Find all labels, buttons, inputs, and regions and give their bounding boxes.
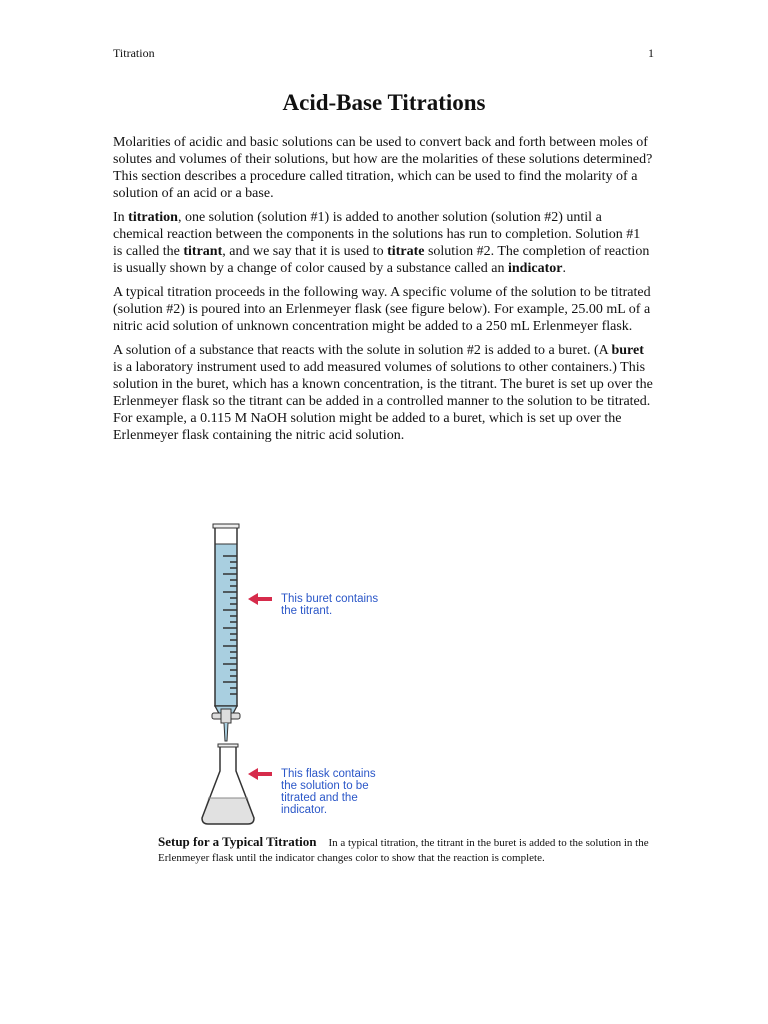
page-number: 1 bbox=[648, 46, 654, 60]
flask-arrow-icon bbox=[248, 768, 272, 780]
callout-line: indicator. bbox=[281, 804, 328, 816]
term-titrate: titrate bbox=[387, 244, 425, 259]
flask-callout bbox=[281, 768, 376, 816]
callout-arrows bbox=[248, 593, 272, 780]
buret-arrow-icon bbox=[248, 593, 272, 605]
paragraph-4 bbox=[113, 342, 653, 444]
paragraph-1: Molarities of acidic and basic solutions can be used to convert back and forth between moles of solutes and volumes of their solutions, but how are the molarities of these solutions determined? This section describes a procedure called titration, which can be used to find the molarity of a solution of an acid or a base. bbox=[113, 135, 653, 201]
buret-tip bbox=[224, 723, 228, 741]
figure-caption bbox=[158, 834, 658, 866]
text-run: is a laboratory instrument used to add measured volumes of solutions to other containers.) This solution in the buret, which has a known concentration, is the titrant. The buret is set up over the Erlenmeyer flask so the titrant can be added in a controlled manner to the solution to be titrated. For example, a 0.115 M NaOH solution might be added to a buret, which is set up over the Erlenmeyer flask containing the nitric acid solution. bbox=[113, 360, 653, 443]
body-text bbox=[113, 134, 653, 451]
term-indicator: indicator bbox=[508, 261, 563, 276]
callout-line: the titrant. bbox=[281, 605, 333, 617]
text-run: , and we say that it is used to bbox=[222, 244, 388, 259]
callout-line: titrated and the bbox=[281, 792, 358, 804]
callout-line: the solution to be bbox=[281, 780, 369, 792]
erlenmeyer-flask bbox=[202, 744, 254, 824]
titration-figure bbox=[190, 516, 410, 826]
paragraph-2 bbox=[113, 209, 653, 277]
text-run: In bbox=[113, 210, 129, 225]
term-titrant: titrant bbox=[183, 244, 223, 259]
term-titration: titration bbox=[128, 210, 178, 225]
caption-text: In a typical titration, the titrant in the buret is added to the solution in the Erlenmeyer flask until the indicator changes color to show that the reaction is complete. bbox=[158, 837, 649, 864]
buret-callout bbox=[281, 593, 378, 617]
text-run: solution #2. The completion of reaction is usually shown by a change of color caused by a substance called an bbox=[113, 244, 650, 276]
flask-neck-rim bbox=[218, 744, 238, 747]
callout-line: This flask contains bbox=[281, 768, 376, 780]
flask-liquid bbox=[202, 798, 254, 824]
text-run: . bbox=[562, 261, 566, 276]
caption-title: Setup for a Typical Titration bbox=[158, 834, 317, 849]
text-run: A solution of a substance that reacts with the solute in solution #2 is added to a buret. (A bbox=[113, 343, 612, 358]
buret-illustration bbox=[212, 524, 240, 741]
running-header: Titration bbox=[113, 46, 155, 60]
paragraph-3: A typical titration proceeds in the following way. A specific volume of the solution to be titrated (solution #2) is poured into an Erlenmeyer flask (see figure below). For example, 25.00 mL of a nitric acid solution of unknown concentration might be added to a 250 mL Erlenmeyer flask. bbox=[113, 285, 651, 334]
text-run: , one solution (solution #1) is added to another solution (solution #2) until a chemical reaction between the components in the solutions has run to completion. Solution #1 is called the bbox=[113, 210, 641, 259]
callout-line: This buret contains bbox=[281, 593, 379, 605]
page-title: Acid-Base Titrations bbox=[282, 90, 486, 115]
buret-stopcock-handle bbox=[221, 709, 231, 723]
buret-rim bbox=[213, 524, 239, 528]
term-buret: buret bbox=[611, 343, 644, 358]
